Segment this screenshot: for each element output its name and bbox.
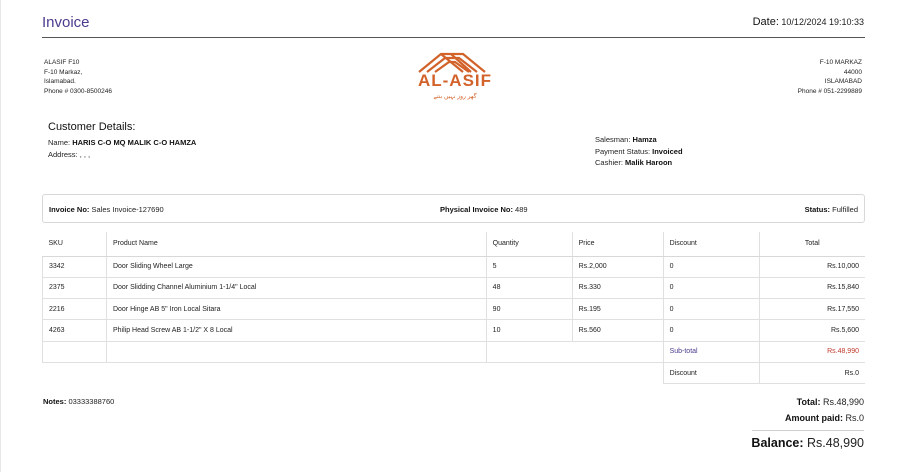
salesman-label: Salesman:	[595, 135, 631, 144]
cell-total: Rs.15,840	[759, 277, 865, 298]
invoice-date	[753, 16, 864, 28]
logo-name: AL-ASIF	[417, 71, 493, 90]
cell-sku: 4263	[43, 320, 107, 341]
physical-invoice-number	[440, 205, 528, 214]
balance-label: Balance:	[751, 436, 804, 450]
discount-label: Discount	[663, 362, 759, 383]
column-header-product: Product Name	[106, 232, 486, 256]
cell-discount: 0	[663, 299, 759, 320]
amount-paid-row	[785, 410, 864, 426]
subtotal-row	[43, 341, 866, 362]
seller-address	[44, 58, 112, 96]
logo-tagline: گھر روز نہیں بنتے	[433, 94, 477, 100]
cell-quantity: 48	[486, 277, 572, 298]
cell-price: Rs.195	[572, 299, 663, 320]
balance	[751, 436, 864, 450]
empty-cell	[572, 341, 663, 362]
customer-heading: Customer Details:	[48, 121, 136, 133]
company-logo	[405, 50, 505, 108]
customer-address-value: , , ,	[79, 150, 91, 159]
customer-name-value: HARIS C-O MQ MALIK C-O HAMZA	[72, 138, 197, 147]
subtotal-label: Sub-total	[663, 341, 759, 362]
cell-quantity: 90	[486, 299, 572, 320]
invoice-number-value: Sales Invoice-127690	[91, 205, 164, 214]
branch-line: 44000	[843, 68, 862, 76]
branch-address	[798, 58, 862, 96]
cell-total: Rs.10,000	[759, 256, 865, 277]
cell-price: Rs.2,000	[572, 256, 663, 277]
salesman-value: Hamza	[632, 135, 657, 144]
page-title: Invoice	[42, 14, 90, 31]
cell-discount: 0	[663, 277, 759, 298]
table-row	[43, 256, 866, 277]
items-table	[42, 232, 865, 384]
column-header-discount: Discount	[663, 232, 759, 256]
cell-product: Door Slidding Channel Aluminium 1-1/4" Local	[106, 277, 486, 298]
date-value: 10/12/2024 19:10:33	[781, 17, 864, 27]
cell-total: Rs.5,600	[759, 320, 865, 341]
column-header-price: Price	[572, 232, 663, 256]
cashier-label: Cashier:	[595, 158, 623, 167]
customer-name-row	[48, 137, 196, 149]
payment-status-label: Payment Status:	[595, 146, 651, 156]
balance-divider	[752, 430, 864, 431]
cell-product: Door Sliding Wheel Large	[106, 256, 486, 277]
seller-line: F-10 Markaz,	[44, 68, 83, 76]
cell-quantity: 10	[486, 320, 572, 341]
cashier-row	[595, 157, 683, 169]
amount-paid-label: Amount paid:	[784, 413, 843, 423]
column-header-sku: SKU	[43, 232, 107, 256]
totals-summary	[785, 394, 864, 426]
branch-line: F-10 MARKAZ	[819, 59, 862, 66]
sales-details	[595, 134, 683, 169]
cell-product: Door Hinge AB 5" Iron Local Sitara	[106, 299, 486, 320]
header-divider	[42, 37, 865, 38]
physical-invoice-value: 489	[515, 205, 528, 214]
table-header-row	[43, 232, 866, 256]
status-value: Fulfilled	[832, 205, 858, 214]
balance-value: Rs.48,990	[807, 436, 864, 450]
empty-cell	[106, 341, 486, 362]
invoice-info-bar	[42, 194, 865, 223]
total-row	[785, 394, 864, 410]
cell-total: Rs.17,550	[759, 299, 865, 320]
cell-sku: 2375	[43, 277, 107, 298]
cell-discount: 0	[663, 320, 759, 341]
date-label: Date:	[752, 16, 779, 28]
table-row	[43, 320, 866, 341]
cell-price: Rs.330	[572, 277, 663, 298]
seller-phone: Phone # 0300-8500246	[44, 87, 112, 95]
total-label: Total:	[796, 397, 821, 407]
empty-cell	[43, 362, 107, 383]
cell-sku: 2216	[43, 299, 107, 320]
subtotal-value: Rs.48,990	[759, 341, 865, 362]
table-row	[43, 299, 866, 320]
payment-status-value: Invoiced	[652, 146, 683, 156]
customer-name-label: Name:	[48, 138, 71, 147]
cell-discount: 0	[663, 256, 759, 277]
discount-row	[43, 362, 866, 383]
seller-line: Islamabad.	[44, 78, 76, 85]
status-label: Status:	[804, 205, 831, 214]
cashier-value: Malik Haroon	[625, 158, 673, 167]
invoice-number	[49, 205, 164, 214]
empty-cell	[43, 341, 107, 362]
total-value: Rs.48,990	[822, 397, 864, 407]
cell-quantity: 5	[486, 256, 572, 277]
amount-paid-value: Rs.0	[845, 413, 864, 423]
physical-invoice-label: Physical Invoice No:	[440, 205, 513, 214]
invoice-number-label: Invoice No:	[49, 205, 90, 214]
branch-line: ISLAMABAD	[824, 78, 862, 85]
customer-details	[48, 137, 196, 161]
column-header-quantity: Quantity	[486, 232, 572, 256]
seller-line: ALASIF F10	[44, 59, 80, 66]
invoice-status	[805, 205, 858, 214]
notes-label: Notes:	[43, 397, 67, 406]
empty-cell	[572, 362, 663, 383]
customer-address-label: Address:	[48, 150, 78, 159]
customer-address-row	[48, 149, 196, 161]
cell-price: Rs.560	[572, 320, 663, 341]
notes	[43, 397, 114, 406]
empty-cell	[486, 341, 572, 362]
branch-phone: Phone # 051-2299889	[797, 87, 862, 95]
notes-value: 03333388760	[68, 397, 115, 406]
payment-status-row	[595, 146, 683, 158]
cell-product: Philip Head Screw AB 1-1/2" X 8 Local	[106, 320, 486, 341]
column-header-total: Total	[759, 232, 865, 256]
empty-cell	[106, 362, 486, 383]
salesman-row	[595, 134, 683, 146]
cell-sku: 3342	[43, 256, 107, 277]
discount-value: Rs.0	[759, 362, 865, 383]
empty-cell	[486, 362, 572, 383]
table-row	[43, 277, 866, 298]
